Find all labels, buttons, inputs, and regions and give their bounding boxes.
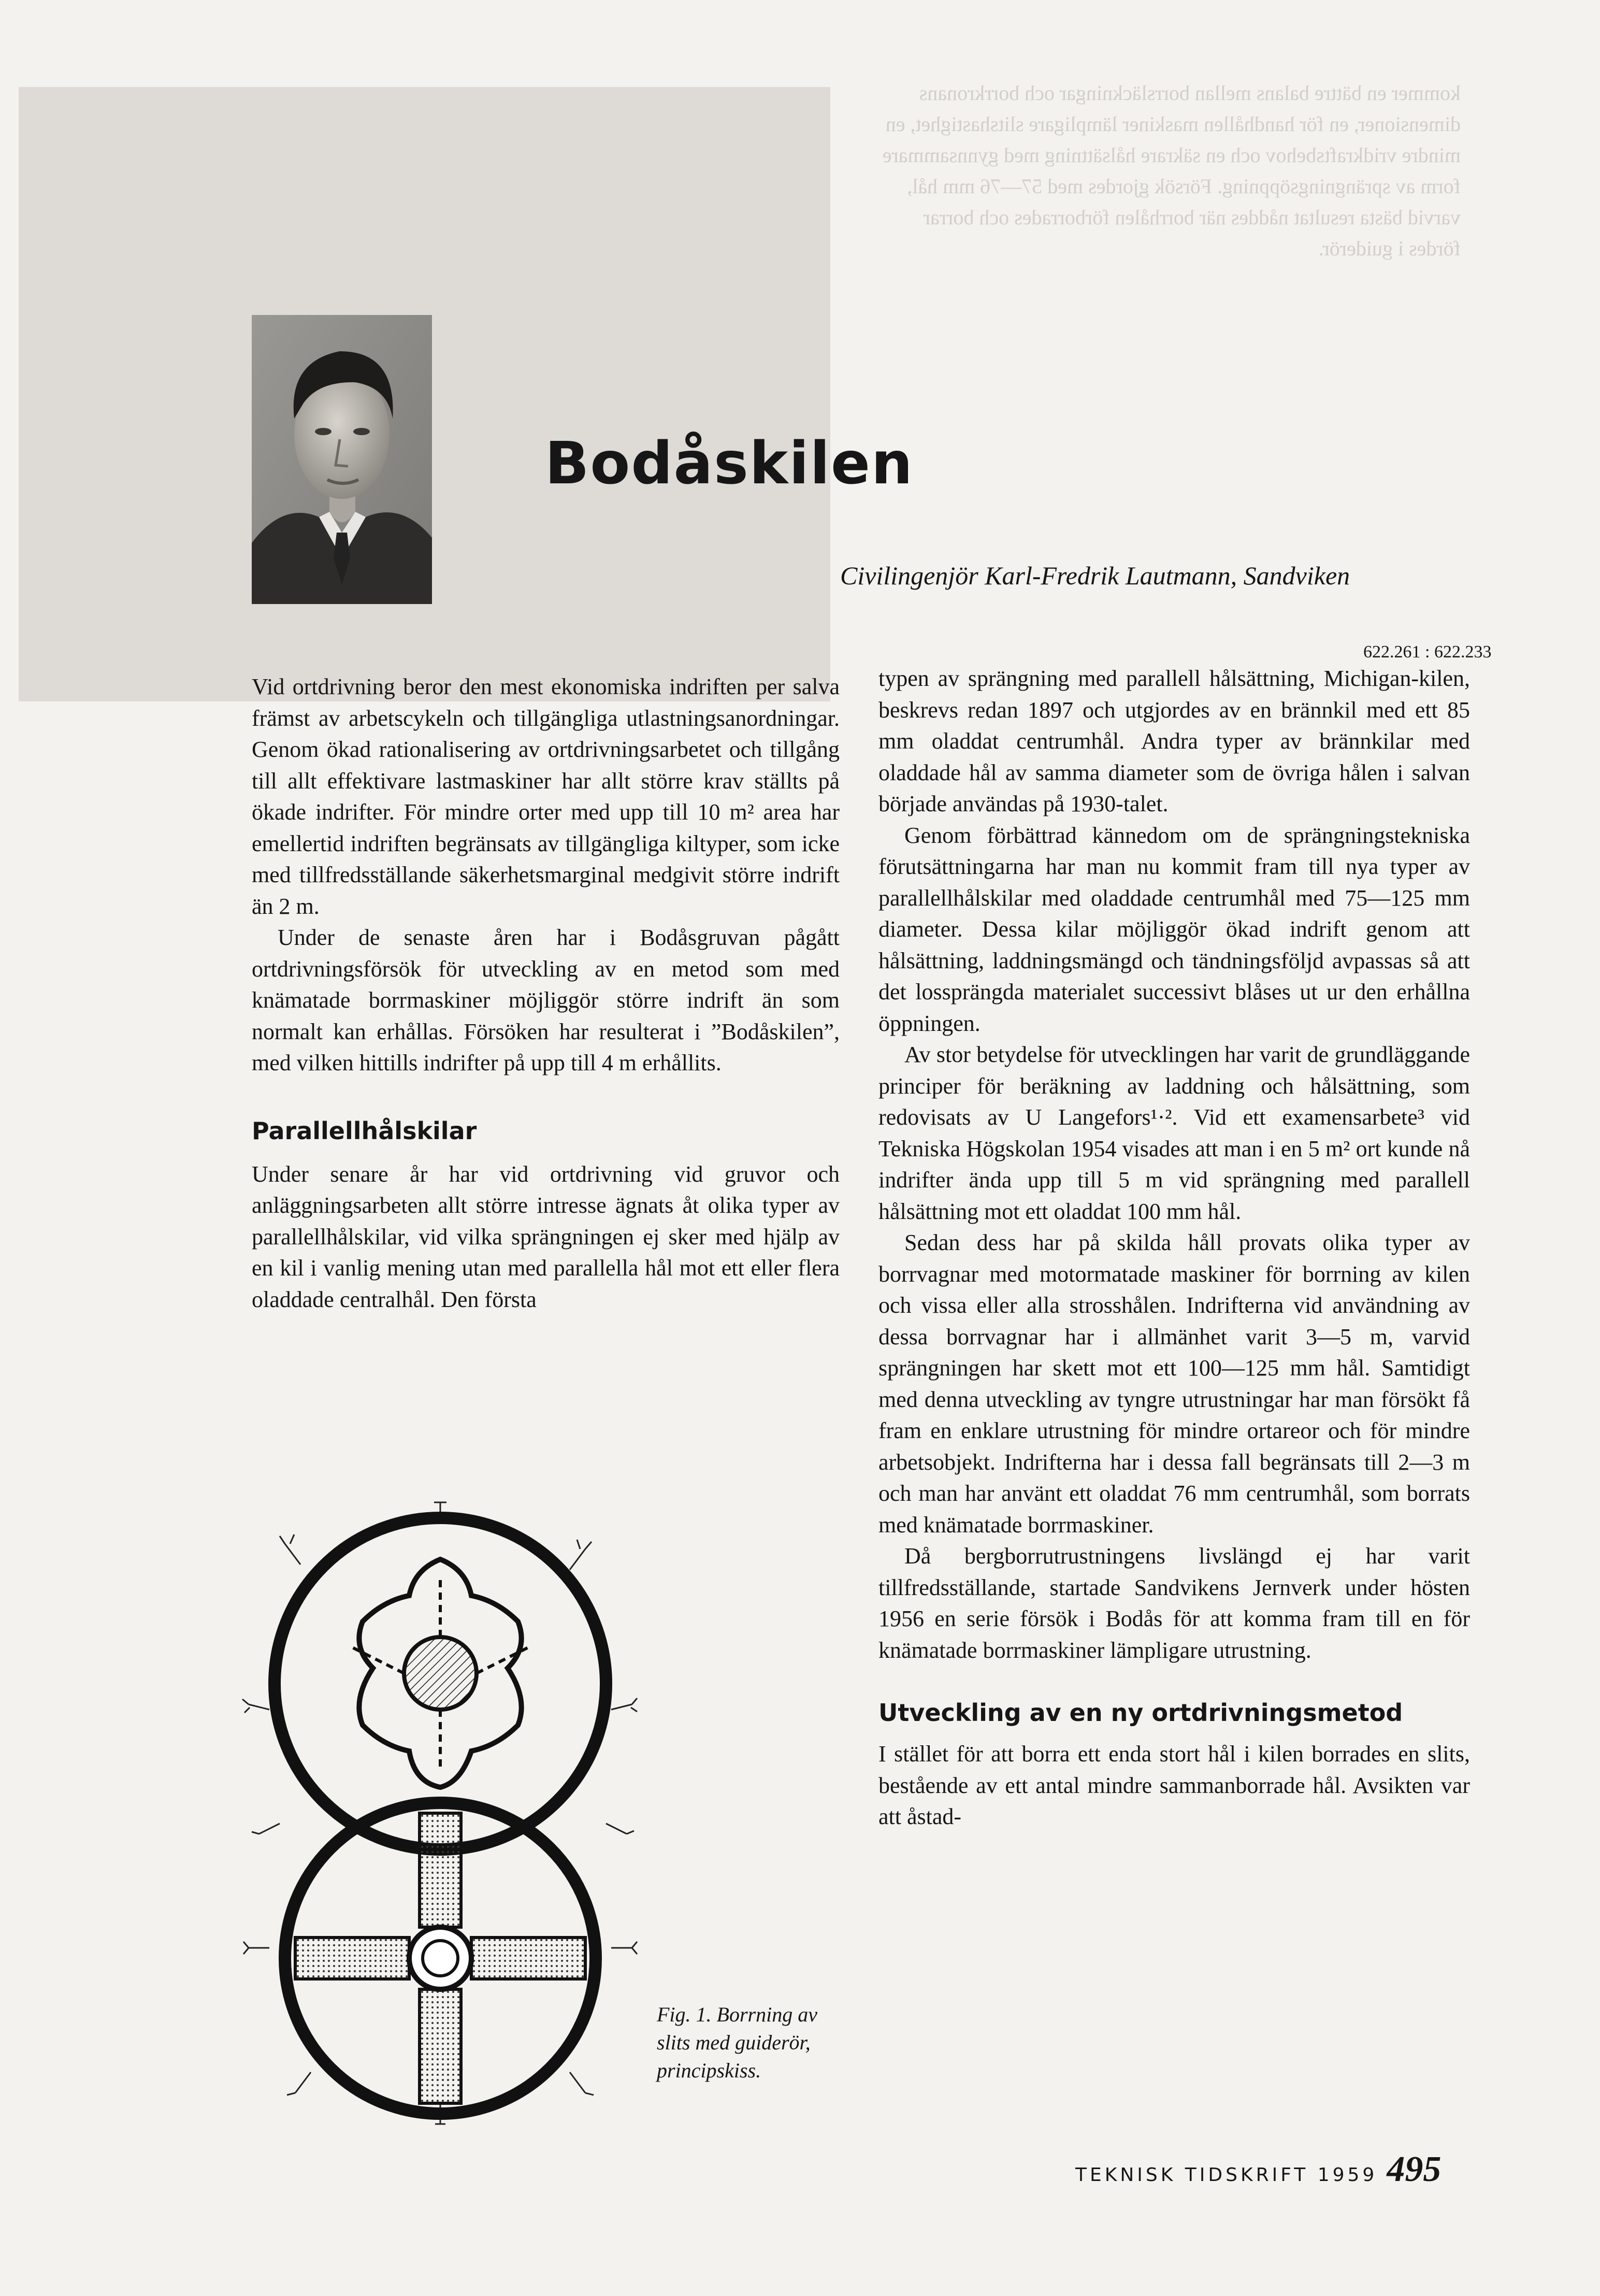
column-right (878, 663, 1470, 1833)
body-paragraph: Under senare år har vid ortdrivning vid gruvor och anläggningsarbeten allt större intresse ägnats åt olika typer av parallellhålskilar, vid vilka sprängningen ej sker med hjälp av en kil i vanlig mening utan med parallella hål mot ett eller flera oladdade centralhål. Den första (252, 1161, 840, 1312)
body-paragraph: Sedan dess har på skilda håll provats olika typer av borrvagnar med motormatade maskiner för borrning av kilen och vissa eller alla strosshålen. Indrifterna vid användning av dessa borrvagnar har i allmänhet varit 3—5 m, varvid sprängningen har skett mot ett 100—125 mm hål. Samtidigt med denna utveckling av tyngre utrustningar har man försökt få fram en enklare utrustning för mindre ortareor och för mindre arbetsobjekt. Indrifterna har i dessa fall begränsats till 2—3 m och man har använt ett oladdat 76 mm centrumhål, som borrats med knämatade borrmaskiner. (878, 1230, 1470, 1538)
page-number: 495 (1387, 2149, 1442, 2189)
body-paragraph: Under de senaste åren har i Bodåsgruvan pågått ortdrivningsförsök för utveckling av en metod som med knämatade borrmaskiner möjliggör större indrift än som normalt kan erhållas. Försöken har resulterat i ”Bodåskilen”, med vilken hittills indrifter på upp till 4 m erhållits. (252, 925, 840, 1075)
intro-paragraph: Vid ortdrivning beror den mest ekonomiska indriften per salva främst av arbetscykeln och tillgängliga utlastningsanordningar. Genom ökad rationalisering av ortdrivningsarbetet och tillgång till allt effektivare lastmaskiner har allt större krav ställts på ökade indrifter. För mindre orter med upp till 10 m² area har emellertid indriften begränsats av tillgängliga kiltyper, som icke med tillfredsställande säkerhetsmarginal medgivit större indrift än 2 m. (252, 674, 840, 919)
journal-name: TEKNISK TIDSKRIFT 1959 (1075, 2164, 1378, 2186)
author-portrait (252, 315, 432, 604)
column-left (252, 671, 840, 1315)
body-paragraph: Då bergborrutrustningens livslängd ej har varit tillfredsställande, startade Sandvikens Jernverk under hösten 1956 en serie försök i Bodås för att komma fram till en för knämatade borrmaskiner lämpligare utrustning. (878, 1543, 1470, 1663)
body-paragraph: Genom förbättrad kännedom om de sprängningstekniska förutsättningarna har man nu kommit fram till nya typer av parallellhålskilar med oladdade centrumhål med 75—125 mm diameter. Dessa kilar möjliggör ökad indrift genom att hålsättning, laddningsmängd och tändningsföljd avpassas så att det lossprängda materialet successivt blåses ut ur den erhållna öppningen. (878, 822, 1470, 1036)
figure-caption: Fig. 1. Borrning av slits med guiderör, principskiss. (657, 2003, 817, 2082)
body-paragraph: typen av sprängning med parallell hålsättning, Michigan-kilen, beskrevs redan 1897 och utgjordes av en brännkil med ett 85 mm oladdat centrumhål. Andra typer av brännkilar med oladdade hål av samma diameter som de övriga hålen i salvan började användas på 1930-talet. (878, 666, 1470, 816)
body-paragraph: Av stor betydelse för utvecklingen har varit de grundläggande principer för beräkning av laddning och hålsättning, som redovisats av U Langefors¹·². Vid ett examensarbete³ vid Tekniska Högskolan 1954 visades att man i en 5 m² ort kunde nå indrifter ända upp till 5 m vid sprängning med parallell hålsättning mot ett oladdat 100 mm hål. (878, 1042, 1470, 1224)
bleed-through-text: kommer en bättre balans mellan borrsläckningar och borrkronans dimensioner, en för handhållen maskiner lämpligare slitshastighet, en mindre vridkraftsbehov och en säkrare hålsättning med gynnsammare form av sprängningsöppning. Försök gjordes med 57—76 mm hål, varvid bästa resultat nåddes när borrhålen förborrades och borrar fördes i guiderör. (882, 81, 1461, 260)
udc-classification: 622.261 : 622.233 (1363, 642, 1492, 662)
section-heading-utveckling: Utveckling av en ny ortdrivningsmetod (878, 1699, 1403, 1727)
author-byline: Civilingenjör Karl-Fredrik Lautmann, Sandviken (840, 561, 1350, 590)
article-title: Bodåskilen (545, 430, 914, 497)
body-paragraph: I stället för att borra ett enda stort hål i kilen borrades en slits, bestående av ett antal mindre sammanborrade hål. Avsikten var att åstad- (878, 1741, 1470, 1829)
page-footer (1075, 2149, 1441, 2190)
section-heading-parallellhalskilar: Parallellhålskilar (252, 1116, 477, 1145)
drilling-slot-diagram (238, 1492, 642, 2129)
